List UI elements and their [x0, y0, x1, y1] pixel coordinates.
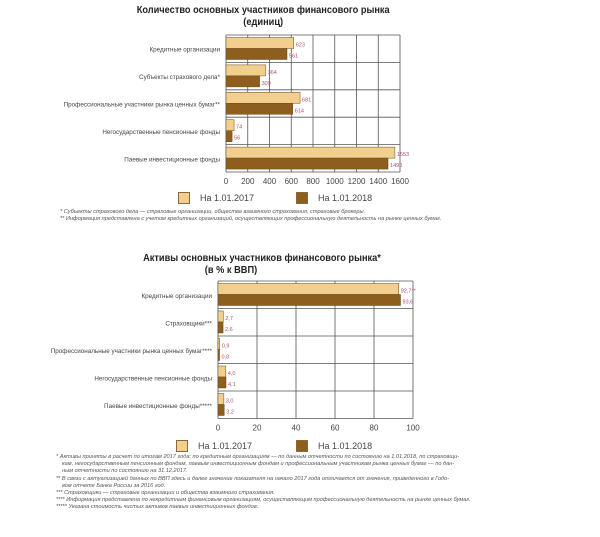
bar-2018 [226, 158, 388, 169]
data-label: 623 [295, 42, 305, 49]
x-tick-label: 200 [241, 177, 255, 186]
footnote: ** Информация представлена с учетом кредитных организаций, осуществляющих профессиональную деятельность на рынке ценных бумаг. [60, 216, 442, 223]
category-label: Паевые инвестиционные фонды [124, 156, 220, 164]
x-tick-label: 1400 [369, 177, 388, 186]
x-tick-label: 40 [291, 423, 301, 433]
x-tick-label: 1600 [391, 177, 409, 186]
x-tick-label: 800 [306, 177, 320, 186]
bar-2017 [218, 284, 399, 295]
data-label: 93,6 [402, 299, 414, 306]
category-label: Страховщики*** [165, 320, 212, 328]
bar-2018 [218, 377, 226, 388]
legend-label-2018: На 1.01.2018 [318, 441, 373, 451]
chart1-footnotes [60, 209, 441, 223]
bar-2017 [226, 147, 395, 158]
x-tick-label: 0 [215, 423, 221, 433]
data-label: 364 [267, 69, 277, 76]
bar-2017 [218, 339, 220, 350]
legend-swatch-2017 [176, 440, 188, 452]
bar-2018 [226, 49, 287, 60]
data-label: 92,7** [400, 288, 416, 295]
bar-2018 [226, 103, 293, 114]
category-label: Профессиональные участники рынка ценных бумаг** [63, 101, 220, 109]
data-label: 309 [261, 80, 271, 87]
data-label: 1490 [390, 163, 403, 170]
data-label: 614 [294, 108, 304, 115]
x-tick-label: 20 [252, 423, 262, 433]
footnote: * Активы приняты в расчет по итогам 2017 года: по кредитным организациям — по данным отчетности по состоянию на 1.01.2018, по страховщи- [56, 454, 460, 460]
chart1-title-text: Количество основных участников финансового рынка [136, 4, 390, 16]
data-label: 3,0 [225, 398, 234, 405]
legend-swatch-2018 [296, 192, 308, 204]
footnote: ным отчетности по состоянию на 31.12.2017. [62, 468, 188, 475]
chart2-title [130, 252, 394, 276]
bar-2017 [226, 92, 300, 103]
chart2-footnotes [56, 454, 471, 512]
category-label: Кредитные организации [141, 292, 212, 300]
category-label: Негосударственные пенсионные фонды [102, 128, 220, 136]
chart2-legend [176, 440, 372, 452]
x-tick-label: 0 [223, 177, 229, 186]
bar-2017 [218, 311, 223, 322]
data-label: 56 [234, 135, 241, 142]
legend-label-2017: На 1.01.2017 [200, 193, 255, 203]
bar-2018 [218, 322, 223, 333]
footnote: ** В связи с актуализацией данных по ВВП здесь и далее значение показателя на начало 2017 года отличается от значения, приведенного в Годо- [56, 475, 450, 482]
bar-2018 [226, 76, 260, 87]
category-label: Субъекты страхового дела* [139, 74, 220, 82]
legend-swatch-2017 [178, 192, 190, 204]
bar-2017 [218, 394, 224, 405]
bar-2018 [218, 350, 220, 361]
bar-2017 [218, 366, 226, 377]
data-label: 2,6 [225, 327, 233, 333]
chart1-legend [178, 192, 372, 204]
data-label: 4,0 [227, 371, 236, 377]
chart2-title-text: Активы основных участников финансового рынка* [143, 252, 381, 264]
data-label: 0,8 [221, 354, 230, 361]
legend-swatch-2018 [296, 440, 308, 452]
x-tick-label: 1000 [325, 177, 344, 186]
bar-2018 [218, 405, 224, 416]
data-label: 4,1 [227, 382, 236, 388]
x-tick-label: 60 [330, 423, 340, 433]
bar-2017 [226, 120, 234, 131]
bar-2018 [226, 131, 232, 142]
x-tick-label: 80 [369, 423, 379, 433]
data-label: 3,2 [226, 409, 234, 416]
category-label: Паевые инвестиционные фонды***** [104, 402, 212, 410]
footnote: кам, негосударственным пенсионным фондам, паевым инвестиционным фондам и профессиональным участникам рынка ценных бумаг — по дан- [62, 461, 455, 468]
footnote: *** Страховщики — страховые организации и общества взаимного страхования. [56, 490, 275, 497]
bar-2018 [218, 295, 401, 306]
footnote: **** Информация представлена по некредитным финансовым организациям, осуществляющим профессиональную деятельность на рынке ценных бумаг. [56, 497, 471, 504]
category-label: Профессиональные участники рынка ценных бумаг**** [50, 347, 212, 355]
x-tick-label: 400 [262, 177, 277, 186]
x-tick-label: 100 [406, 423, 420, 433]
data-label: 0,9 [221, 343, 230, 350]
data-label: 681 [302, 97, 312, 104]
chart1-subtitle: (единиц) [243, 16, 284, 28]
x-tick-label: 1200 [347, 177, 366, 186]
data-label: 1553 [396, 152, 410, 159]
chart2-svg [0, 275, 600, 435]
bar-2017 [226, 65, 266, 76]
category-label: Негосударственные пенсионные фонды [94, 375, 212, 383]
legend-label-2018: На 1.01.2018 [318, 193, 373, 203]
bar-2017 [226, 38, 294, 49]
category-label: Кредитные организации [149, 46, 220, 54]
data-label: 561 [289, 53, 299, 60]
chart2-subtitle: (в % к ВВП) [204, 264, 258, 276]
footnote: вом отчете Банка России за 2016 год. [62, 482, 166, 489]
footnote: * Субъекты страхового дела — страховые организации, общества взаимного страхования, страховые брокеры. [60, 209, 366, 215]
data-label: 74 [236, 124, 243, 131]
legend-label-2017: На 1.01.2017 [198, 441, 253, 451]
footnote: ***** Указана стоимость чистых активов паевых инвестиционных фондов. [56, 504, 259, 511]
data-label: 2,7 [225, 316, 233, 322]
x-tick-label: 600 [284, 177, 298, 186]
